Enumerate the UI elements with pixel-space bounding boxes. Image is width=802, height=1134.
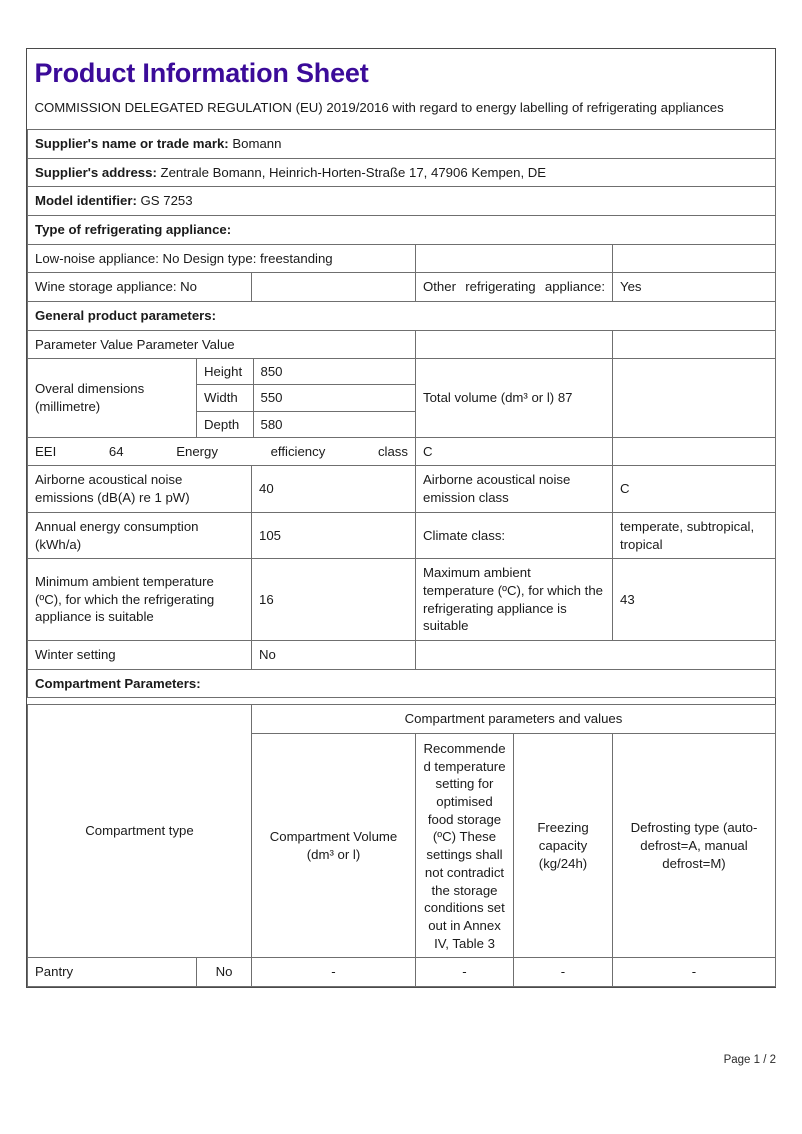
type-section-heading: Type of refrigerating appliance: <box>28 215 776 244</box>
noise-class-label: Airborne acoustical noise emission class <box>416 466 613 512</box>
low-noise-blank-mid <box>416 244 613 273</box>
compartment-defrosting-header: Defrosting type (auto-defrost=A, manual defrost=M) <box>613 734 776 958</box>
dimensions-table <box>197 359 415 436</box>
supplier-address-value: Zentrale Bomann, Heinrich-Horten-Straße 17, 47906 Kempen, DE <box>160 164 547 180</box>
general-column-header-blank-right <box>613 330 776 359</box>
eei-blank-right <box>613 437 776 466</box>
compartment-freezing-value: - <box>514 958 613 987</box>
dimension-name-width: Width <box>197 385 253 411</box>
compartment-volume-header: Compartment Volume (dm³ or l) <box>252 734 416 958</box>
max-temperature-label: Maximum ambient temperature (ºC), for which the refrigerating appliance is suitable <box>416 559 613 641</box>
dimension-name-height: Height <box>197 359 253 385</box>
general-section-heading-row <box>28 301 776 330</box>
dimension-row-width <box>197 385 415 411</box>
dimensions-subtable-cell <box>197 359 416 437</box>
min-temperature-value: 16 <box>252 559 416 641</box>
dimension-value-width: 550 <box>253 385 415 411</box>
annual-energy-label: Annual energy consumption (kWh/a) <box>28 512 252 558</box>
dimension-name-depth: Depth <box>197 411 253 437</box>
other-appliance-label: Other refrigerating appliance: <box>416 273 613 302</box>
noise-class-value: C <box>613 466 776 512</box>
eei-row <box>28 437 776 466</box>
compartment-spacer-row <box>28 698 776 705</box>
climate-class-label: Climate class: <box>416 512 613 558</box>
compartment-group-header: Compartment parameters and values <box>252 705 776 734</box>
general-section-heading: General product parameters: <box>28 301 776 330</box>
page-title: Product Information Sheet <box>34 58 369 88</box>
total-volume-blank <box>613 359 776 437</box>
total-volume-cell: Total volume (dm³ or l) 87 <box>416 359 613 437</box>
compartment-defrosting-value: - <box>613 958 776 987</box>
max-temperature-value: 43 <box>613 559 776 641</box>
title-cell <box>28 49 776 129</box>
climate-class-value: temperate, subtropical, tropical <box>613 512 776 558</box>
product-information-sheet <box>26 48 776 988</box>
model-identifier-value: GS 7253 <box>140 193 193 209</box>
compartment-section-heading-row <box>28 669 776 698</box>
supplier-address-label: Supplier's address: <box>35 164 157 180</box>
low-noise-cell: Low-noise appliance: No Design type: freestanding <box>28 244 416 273</box>
compartment-temperature-value: - <box>416 958 514 987</box>
type-section-heading-row <box>28 215 776 244</box>
supplier-name-value: Bomann <box>232 135 282 151</box>
model-identifier-row <box>28 187 776 216</box>
product-info-table <box>27 49 776 987</box>
winter-setting-value: No <box>252 640 416 669</box>
model-identifier-cell <box>28 187 776 216</box>
supplier-address-row <box>28 158 776 187</box>
annual-energy-row <box>28 512 776 558</box>
table-row <box>28 958 776 987</box>
supplier-address-cell <box>28 158 776 187</box>
noise-label: Airborne acoustical noise emissions (dB(A) re 1 pW) <box>28 466 252 512</box>
dimension-row-height <box>197 359 415 385</box>
compartment-freezing-header: Freezing capacity (kg/24h) <box>514 734 613 958</box>
wine-storage-row <box>28 273 776 302</box>
dimension-row-depth <box>197 411 415 437</box>
eei-cell <box>28 437 416 466</box>
general-column-header-blank-mid <box>416 330 613 359</box>
model-identifier-label: Model identifier: <box>35 193 137 209</box>
other-appliance-value: Yes <box>613 273 776 302</box>
compartment-group-header-row <box>28 705 776 734</box>
compartment-volume-value: - <box>252 958 416 987</box>
winter-setting-label: Winter setting <box>28 640 252 669</box>
wine-storage-label: Wine storage appliance: No <box>28 273 252 302</box>
compartment-spacer <box>28 698 776 705</box>
supplier-name-label: Supplier's name or trade mark: <box>35 135 229 151</box>
supplier-name-cell <box>28 129 776 158</box>
dimension-value-height: 850 <box>253 359 415 385</box>
supplier-name-row <box>28 129 776 158</box>
dimensions-label: Overal dimensions (millimetre) <box>28 359 197 437</box>
page-indicator: Page 1 / 2 <box>723 1054 776 1066</box>
low-noise-row <box>28 244 776 273</box>
compartment-section-heading: Compartment Parameters: <box>28 669 776 698</box>
winter-setting-blank <box>416 640 776 669</box>
compartment-present-value: No <box>197 958 252 987</box>
wine-storage-blank <box>252 273 416 302</box>
winter-setting-row <box>28 640 776 669</box>
compartment-temperature-header: Recommended temperature setting for optimised food storage (ºC) These settings shall not contradict the storage conditions set out in Annex IV, Table 3 <box>416 734 514 958</box>
eei-value: EEI 64 <box>35 443 124 459</box>
eei-class-value: C <box>416 437 613 466</box>
compartment-type-value: Pantry <box>28 958 197 987</box>
noise-row <box>28 466 776 512</box>
general-column-header-row <box>28 330 776 359</box>
eei-class-label: Energy efficiency class <box>176 443 408 459</box>
compartment-type-header: Compartment type <box>28 705 252 958</box>
ambient-temperature-row <box>28 559 776 641</box>
general-column-header: Parameter Value Parameter Value <box>28 330 416 359</box>
low-noise-blank-right <box>613 244 776 273</box>
dimension-value-depth: 580 <box>253 411 415 437</box>
noise-value: 40 <box>252 466 416 512</box>
dimensions-row <box>28 359 776 437</box>
min-temperature-label: Minimum ambient temperature (ºC), for which the refrigerating appliance is suitable <box>28 559 252 641</box>
regulation-subtitle: COMMISSION DELEGATED REGULATION (EU) 2019/2016 with regard to energy labelling of refrigerating appliances <box>34 99 724 115</box>
title-row <box>28 49 776 129</box>
annual-energy-value: 105 <box>252 512 416 558</box>
